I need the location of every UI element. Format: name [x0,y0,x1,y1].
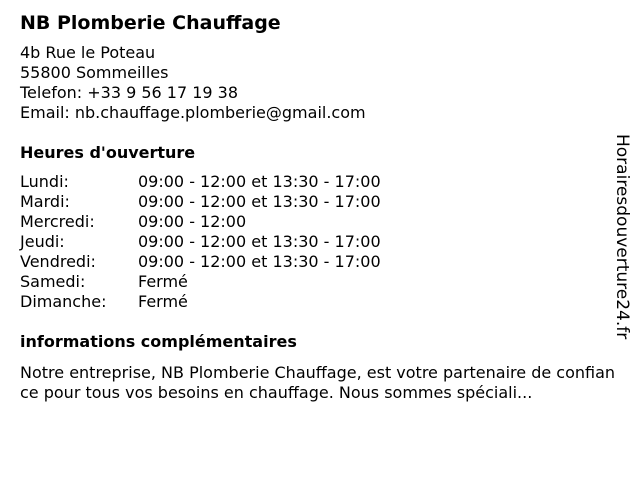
hours-row-sunday [20,292,620,312]
day-label: Lundi: [20,172,69,191]
hours-row-tuesday [20,192,620,212]
opening-hours-table [20,172,620,312]
opening-hours-title: Heures d'ouverture [20,143,196,162]
phone-number: Telefon: +33 9 56 17 19 38 [20,83,239,102]
email-address: Email: nb.chauffage.plomberie@gmail.com [20,103,366,122]
day-label: Samedi: [20,272,86,291]
day-label: Vendredi: [20,252,96,271]
business-card [20,10,620,403]
hours-row-friday [20,252,620,272]
site-brand-link[interactable]: Horairesdouverture24.fr [612,134,632,340]
day-label: Dimanche: [20,292,107,311]
day-hours: 09:00 - 12:00 et 13:30 - 17:00 [138,232,381,251]
address-city: 55800 Sommeilles [20,63,169,82]
day-hours: Fermé [138,272,188,291]
hours-row-monday [20,172,620,192]
day-hours: 09:00 - 12:00 et 13:30 - 17:00 [138,252,381,271]
day-label: Mardi: [20,192,70,211]
contact-block [20,43,620,123]
address-street: 4b Rue le Poteau [20,43,156,62]
hours-row-thursday [20,232,620,252]
business-name: NB Plomberie Chauffage [20,12,281,34]
day-hours: 09:00 - 12:00 et 13:30 - 17:00 [138,172,381,191]
day-label: Mercredi: [20,212,95,231]
day-label: Jeudi: [20,232,65,251]
additional-info-title: informations complémentaires [20,332,297,351]
day-hours: Fermé [138,292,188,311]
day-hours: 09:00 - 12:00 [138,212,247,231]
hours-row-saturday [20,272,620,292]
hours-row-wednesday [20,212,620,232]
additional-info-text: Notre entreprise, NB Plomberie Chauffage, est votre partenaire de confiance pour tous vos besoins en chauffage. Nous sommes spéciali... [20,363,616,402]
day-hours: 09:00 - 12:00 et 13:30 - 17:00 [138,192,381,211]
